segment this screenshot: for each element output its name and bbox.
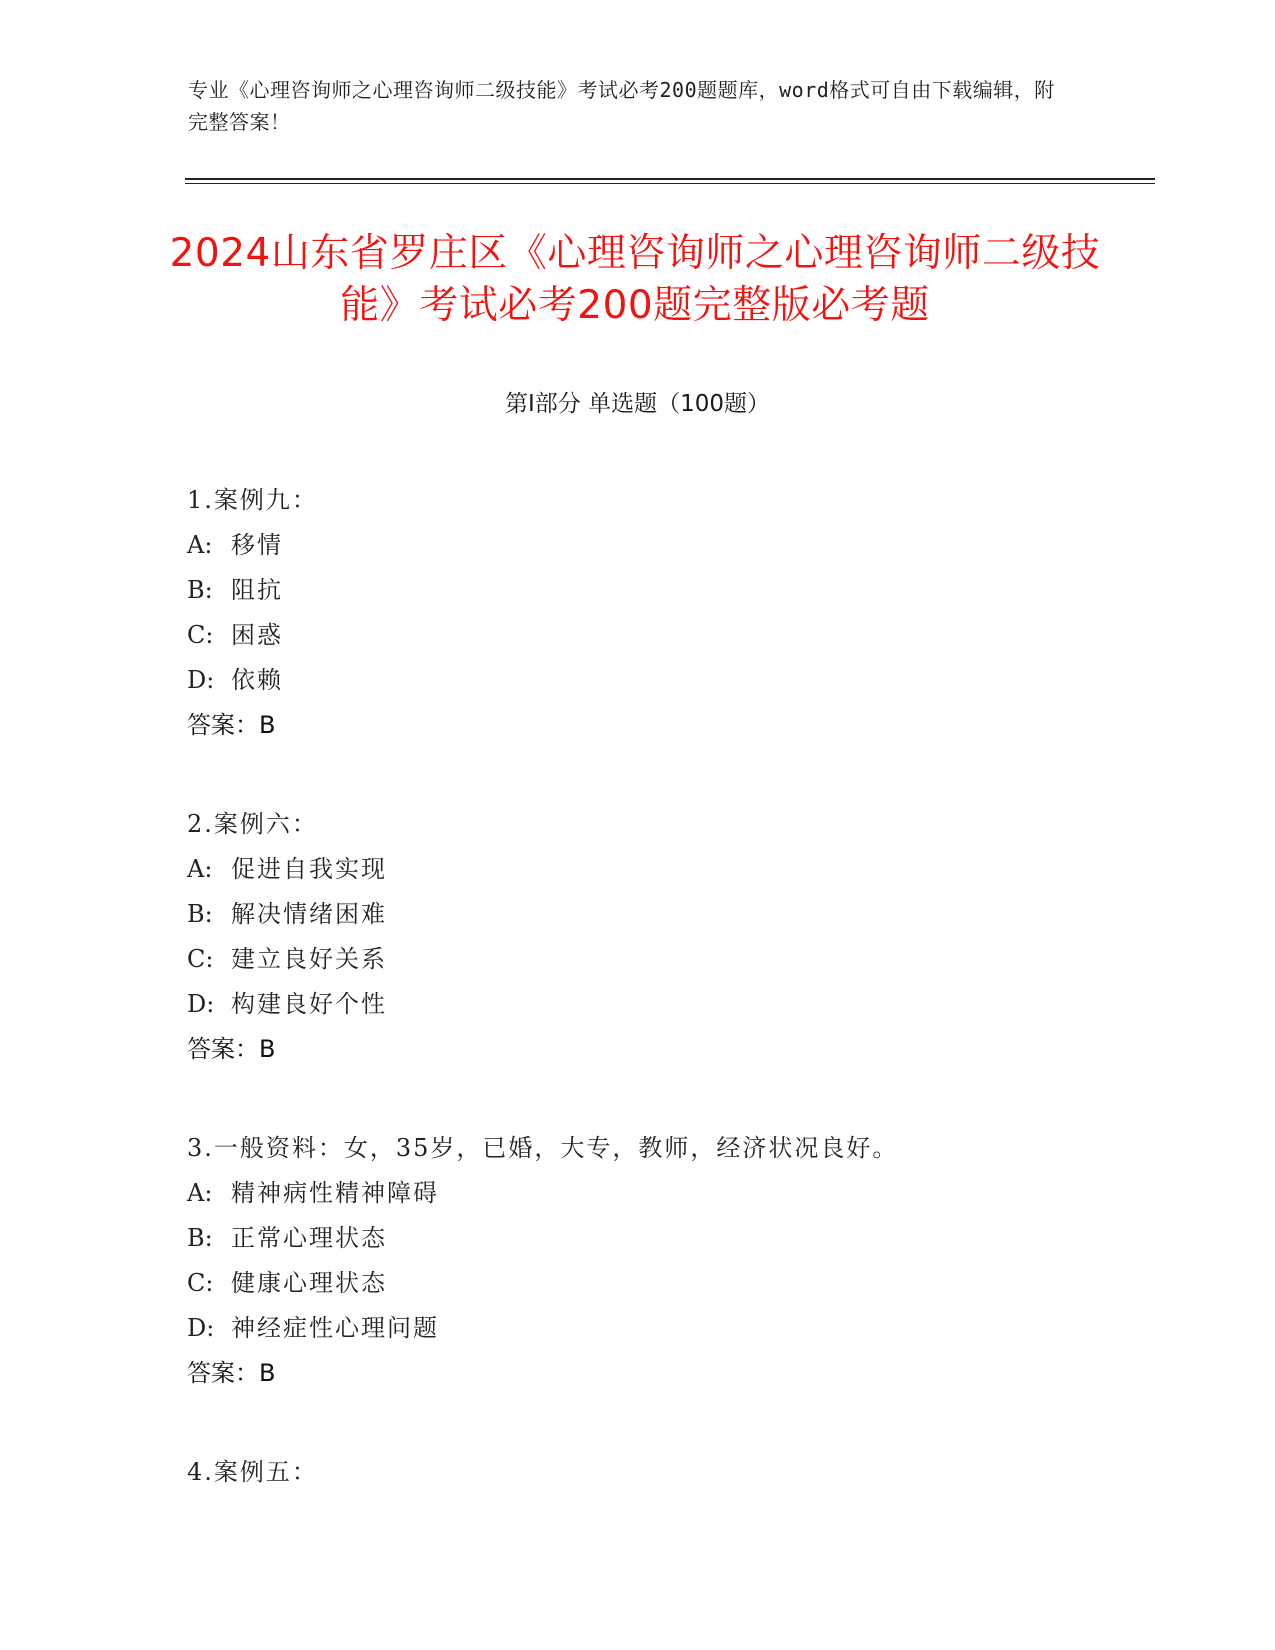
option-text: 建立良好关系 [231, 945, 387, 973]
option-text: 精神病性精神障碍 [231, 1179, 439, 1207]
section-heading: 第Ⅰ部分 单选题（100题） [505, 391, 770, 417]
option-text: 阻抗 [231, 576, 283, 604]
option-key: D: [187, 666, 215, 694]
header-note: 专业《心理咨询师之心理咨询师二级技能》考试必考200题题库，word格式可自由下载编辑，附完整答案！ [188, 78, 1055, 134]
question-item [187, 478, 1107, 748]
option-a [187, 523, 1107, 568]
option-c [187, 937, 1107, 982]
option-d [187, 658, 1107, 703]
answer-line: 答案：B [187, 1359, 276, 1387]
option-key: D: [187, 990, 215, 1018]
option-text: 健康心理状态 [231, 1269, 387, 1297]
answer-line: 答案：B [187, 711, 276, 739]
option-a [187, 1171, 1107, 1216]
option-text: 正常心理状态 [231, 1224, 387, 1252]
option-text: 依赖 [231, 666, 283, 694]
header-divider-thick [185, 178, 1155, 180]
option-a [187, 847, 1107, 892]
option-key: C: [187, 945, 214, 973]
option-d [187, 982, 1107, 1027]
option-key: C: [187, 621, 214, 649]
question-list [187, 478, 1107, 1549]
question-item [187, 802, 1107, 1072]
option-b [187, 568, 1107, 613]
question-stem: 1.案例九： [187, 486, 318, 514]
option-text: 构建良好个性 [231, 990, 387, 1018]
option-b [187, 892, 1107, 937]
option-c [187, 1261, 1107, 1306]
option-text: 困惑 [231, 621, 283, 649]
option-key: B: [187, 900, 213, 928]
option-key: A: [187, 1179, 213, 1207]
option-key: B: [187, 576, 213, 604]
option-d [187, 1306, 1107, 1351]
question-stem: 4.案例五： [187, 1458, 318, 1486]
answer-line: 答案：B [187, 1035, 276, 1063]
option-key: C: [187, 1269, 214, 1297]
question-item [187, 1450, 1107, 1495]
question-stem: 3.一般资料：女，35岁，已婚，大专，教师，经济状况良好。 [187, 1134, 899, 1162]
option-c [187, 613, 1107, 658]
question-stem: 2.案例六： [187, 810, 318, 838]
option-b [187, 1216, 1107, 1261]
option-text: 移情 [231, 531, 283, 559]
option-text: 解决情绪困难 [231, 900, 387, 928]
option-text: 神经症性心理问题 [231, 1314, 439, 1342]
option-key: A: [187, 855, 213, 883]
option-text: 促进自我实现 [231, 855, 387, 883]
option-key: D: [187, 1314, 215, 1342]
document-title: 2024山东省罗庄区《心理咨询师之心理咨询师二级技能》考试必考200题完整版必考题 [169, 231, 1101, 328]
option-key: B: [187, 1224, 213, 1252]
question-item [187, 1126, 1107, 1396]
header-divider-thin [185, 183, 1155, 184]
option-key: A: [187, 531, 213, 559]
